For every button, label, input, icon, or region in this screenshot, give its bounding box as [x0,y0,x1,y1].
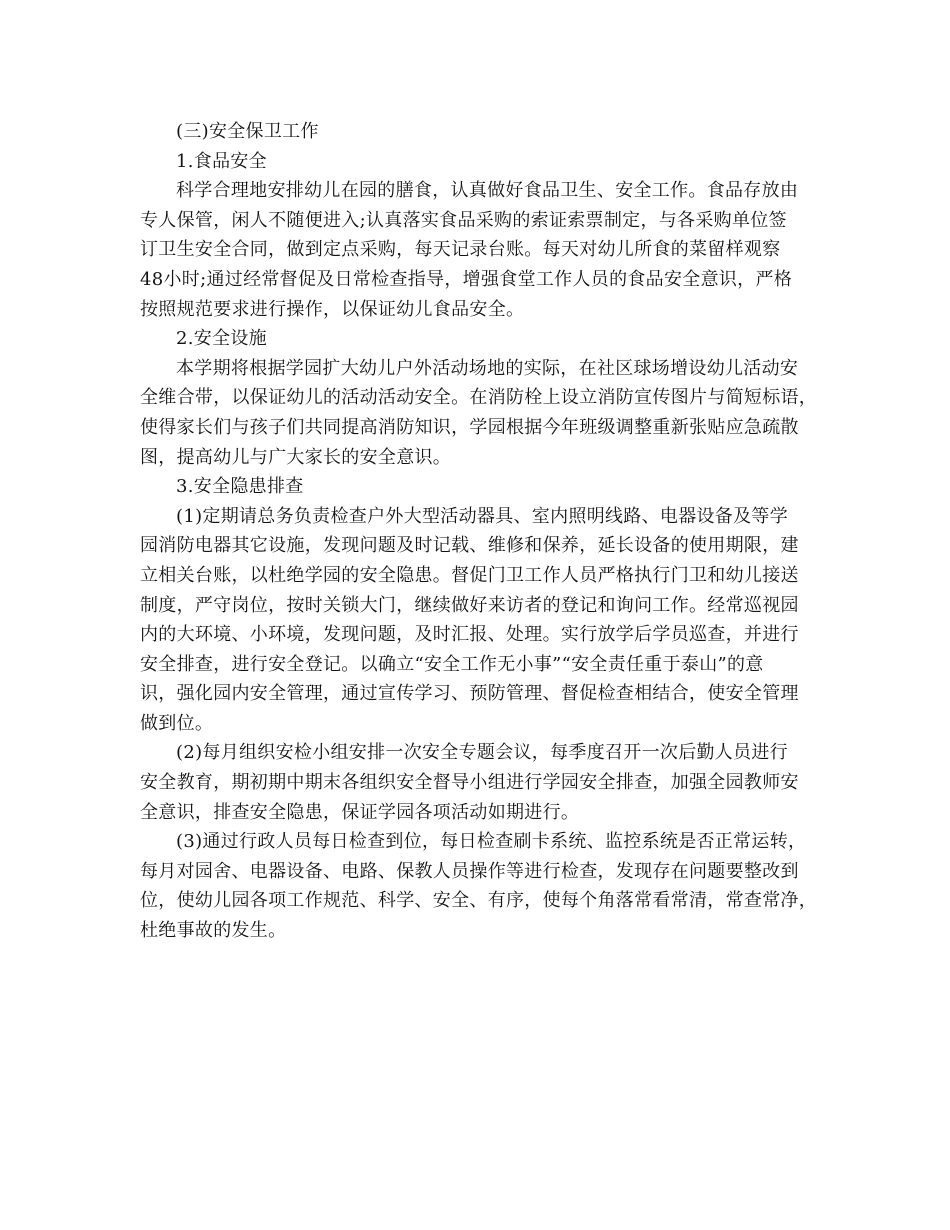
paragraph-line: 安全排查，进行安全登记。以确立“安全工作无小事”“安全责任重于泰山”的意 [140,653,764,675]
subsection-title-hazard-check: 3.安全隐患排查 [176,476,304,498]
paragraph-line: 安全教育，期初期中期末各组织安全督导小组进行学园安全排查，加强全园教师安 [140,772,799,794]
paragraph-line: 识，强化园内安全管理，通过宣传学习、预防管理、督促检查相结合，使安全管理 [140,683,799,705]
subsection-title-food-safety: 1.食品安全 [176,150,267,172]
paragraph-line: 园消防电器其它设施，发现问题及时记载、维修和保养，延长设备的使用期限，建 [140,535,799,557]
paragraph-line: 位，使幼儿园各项工作规范、科学、安全、有序，使每个角落常看常清，常查常净， [140,890,818,912]
paragraph-line: 科学合理地安排幼儿在园的膳食，认真做好食品卫生、安全工作。食品存放由 [176,180,799,202]
paragraph-line: (2)每月组织安检小组安排一次安全专题会议，每季度召开一次后勤人员进行 [176,742,788,764]
paragraph-line: (1)定期请总务负责检查户外大型活动器具、室内照明线路、电器设备及等学 [176,505,788,527]
paragraph-line: 图，提高幼儿与广大家长的安全意识。 [140,446,452,468]
paragraph-line: 做到位。 [140,712,214,734]
paragraph-line: 按照规范要求进行操作，以保证幼儿食品安全。 [140,298,525,320]
paragraph-line: (3)通过行政人员每日检查到位，每日检查刷卡系统、监控系统是否正常运转， [176,831,807,853]
subsection-title-safety-facilities: 2.安全设施 [176,328,267,350]
paragraph-line: 杜绝事故的发生。 [140,920,287,942]
paragraph-line: 立相关台账，以杜绝学园的安全隐患。督促门卫工作人员严格执行门卫和幼儿接送 [140,564,799,586]
paragraph-line: 全意识，排查安全隐患，保证学园各项活动如期进行。 [140,801,580,823]
paragraph-line: 48小时;通过经常督促及日常检查指导，增强食堂工作人员的食品安全意识，严格 [140,268,793,290]
paragraph-line: 内的大环境、小环境，发现问题，及时汇报、处理。实行放学后学员巡查，并进行 [140,624,799,646]
paragraph-line: 订卫生安全合同，做到定点采购，每天记录台账。每天对幼儿所食的菜留样观察 [140,239,781,261]
paragraph-line: 本学期将根据学园扩大幼儿户外活动场地的实际，在社区球场增设幼儿活动安 [176,357,799,379]
paragraph-line: 使得家长们与孩子们共同提高消防知识，学园根据今年班级调整重新张贴应急疏散 [140,416,799,438]
paragraph-line: 全维合带，以保证幼儿的活动活动安全。在消防栓上设立消防宣传图片与简短标语， [140,387,818,409]
paragraph-line: 专人保管，闲人不随便进入;认真落实食品采购的索证索票制定，与各采购单位签 [140,209,787,231]
section-title: (三)安全保卫工作 [176,121,319,142]
paragraph-line: 制度，严守岗位，按时关锁大门，继续做好来访者的登记和询问工作。经常巡视园 [140,594,799,616]
document-body [140,117,818,946]
paragraph-line: 每月对园舍、电器设备、电路、保教人员操作等进行检查，发现存在问题要整改到 [140,860,799,882]
